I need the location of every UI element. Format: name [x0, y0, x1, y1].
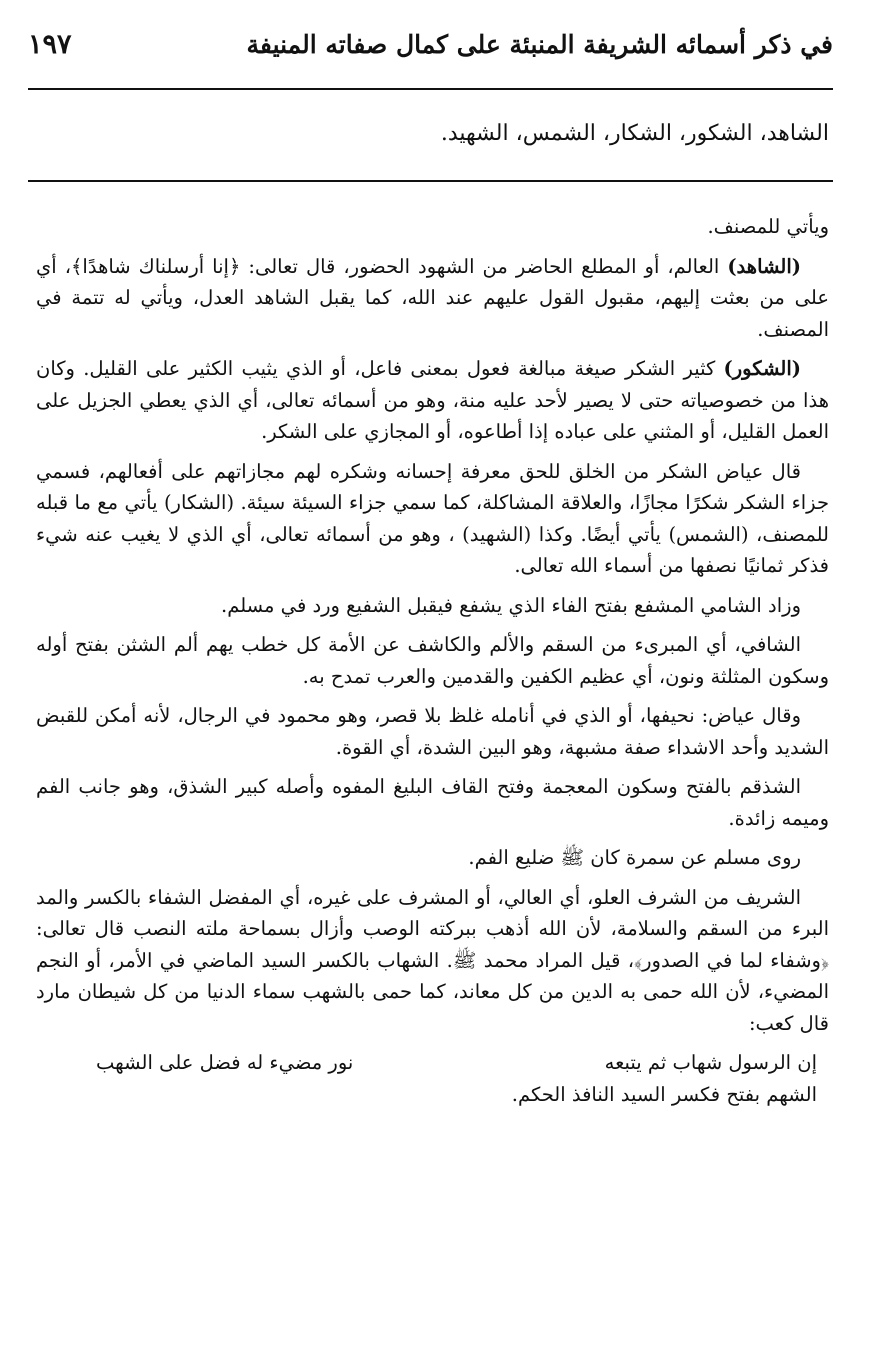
- paragraph-term: (الشاهد): [727, 254, 801, 278]
- commentary-paragraph: [36, 456, 829, 582]
- paragraph-text: ويأتي للمصنف.: [707, 215, 829, 238]
- page-header: [28, 14, 833, 74]
- commentary-paragraph: [36, 700, 829, 763]
- page-number: ١٩٧: [28, 28, 72, 60]
- commentary-paragraph: [36, 629, 829, 692]
- paragraph-text: الشافي، أي المبرىء من السقم والألم والكاشف عن الأمة كل خطب يهم ألم الشثن بفتح أوله وسكون المثلثة ونون، أي عظيم الكفين والقدمين والعرب تمدح به.: [36, 633, 829, 688]
- poetry-verse: [36, 1047, 829, 1079]
- commentary-paragraph: [36, 882, 829, 1040]
- text-divider: [28, 180, 833, 182]
- commentary: [36, 211, 829, 1118]
- paragraph-text: الشريف من الشرف العلو، أي العالي، أو المشرف على غيره، أي المفضل الشفاء بالكسر والمد البرء من السقم والسلامة، لأن الله أذهب ببركته الوصب وأزال بسماحة ملته النصب قال تعالى: ﴿وشفاء لما في الصدور﴾، قيل المراد محمد ﷺ. الشهاب بالكسر السيد الماضي في الأمر، أو النجم المضيء، لأن الله حمى به الدين من كل معاند، كما حمى بالشهب سماء الدنيا من كل شيطان مارد قال كعب:: [36, 885, 829, 1035]
- commentary-paragraph: [36, 842, 829, 874]
- header-divider: [28, 88, 833, 90]
- paragraph-text: قال عياض الشكر من الخلق للحق معرفة إحسانه وشكره لهم مجازاتهم على أفعالهم، فسمي جزاء الشكر شكرًا مجازًا، والعلاقة المشاكلة، كما سمي جزاء السيئة سيئة. (الشكار) يأتي مع ما قبله للمصنف، (الشمس) يأتي أيضًا. وكذا (الشهيد) ، وهو من أسمائه تعالى، أي الذي لا يغيب عنه شيء فذكر ثمانيًا نصفها من أسماء الله تعالى.: [36, 459, 829, 577]
- main-text: الشاهد، الشكور، الشكار، الشمس، الشهيد.: [440, 121, 829, 146]
- commentary-paragraph: [36, 353, 829, 448]
- paragraph-term: (الشكور): [723, 357, 801, 380]
- commentary-paragraph: [36, 211, 829, 243]
- paragraph-text: روى مسلم عن سمرة كان ﷺ ضليع الفم.: [468, 846, 801, 869]
- verse-first-hemistich: إن الرسول شهاب ثم يتبعه: [604, 1051, 817, 1074]
- paragraph-text: العالم، أو المطلع الحاضر من الشهود الحضور، قال تعالى: ﴿إنا أرسلناك شاهدًا﴾، أي على من بعثت إليهم، مقبول القول عليهم عند الله، كما يقبل الشاهد العدل، ويأتي له تتمة في المصنف.: [36, 254, 829, 341]
- paragraph-text: كثير الشكر صيغة مبالغة فعول بمعنى فاعل، أو الذي يثيب الكثير على القليل. وكان هذا من خصوصياته حتى لا يصير لأحد عليه منة، وهو من أسمائه تعالى، أي الذي يعطي الجزيل على العمل القليل، أو المثني على عباده إذا أطاعوه، أو المجازي على الشكر.: [36, 357, 829, 443]
- commentary-paragraph: [36, 590, 829, 622]
- paragraph-text: وقال عياض: نحيفها، أو الذي في أنامله غلظ بلا قصر، وهو محمود في الرجال، لأنه أمكن للقبض الشديد وأحد الاشداء صفة مشبهة، وهو البين الشدة، أي القوة.: [36, 704, 829, 759]
- closing-line: الشهم بفتح فكسر السيد النافذ الحكم.: [511, 1082, 817, 1106]
- paragraph-text: الشذقم بالفتح وسكون المعجمة وفتح القاف البليغ المفوه وأصله كبير الشذق، وهو جانب الفم وميمه زائدة.: [36, 775, 829, 830]
- verse-second-hemistich: نور مضيء له فضل على الشهب: [96, 1051, 354, 1074]
- commentary-paragraph: [36, 771, 829, 834]
- running-title: في ذكر أسمائه الشريفة المنبئة على كمال صفاته المنيفة: [246, 29, 833, 59]
- commentary-paragraph: [36, 251, 829, 346]
- paragraph-text: وزاد الشامي المشفع بفتح الفاء الذي يشفع فيقبل الشفيع ورد في مسلم.: [221, 593, 801, 617]
